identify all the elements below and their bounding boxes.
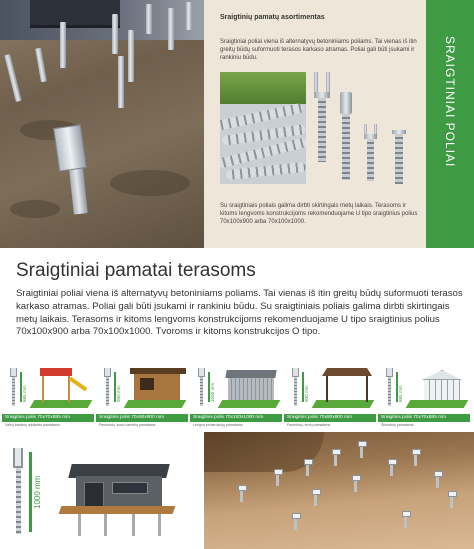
product-card[interactable] — [190, 364, 282, 430]
pile-stake — [450, 494, 453, 508]
pile-stake — [294, 516, 297, 530]
pergola-roof — [322, 368, 372, 376]
pile-u-cup — [13, 448, 23, 468]
metal-shed-icon — [228, 378, 274, 400]
garden-house-window — [140, 378, 154, 390]
cabin-door — [84, 482, 104, 508]
lawn — [124, 400, 187, 408]
product-sublabel: Pavėsinių, sodo namelių pamatams — [99, 423, 156, 427]
deck-post — [158, 514, 161, 536]
product-strip — [0, 364, 474, 430]
piles-stack-photo — [220, 72, 306, 184]
pile-icon — [104, 368, 111, 406]
dimension-line — [29, 452, 32, 532]
pile-stake — [314, 492, 317, 506]
dimension-label: 685 mm — [398, 385, 403, 402]
metal-shed-roof — [225, 370, 276, 378]
assortment-title: Sraigtinių pamatų asortimentas — [220, 14, 325, 21]
screw-pile — [4, 54, 21, 102]
product-label: Sraigtinis polis 70x90x900 mm — [287, 415, 353, 420]
installed-piles-photo — [0, 0, 204, 248]
product-sublabel: Vaikų žaidimų aikštelės pamatams — [5, 423, 60, 427]
assortment-text: Sraigtiniai poliai viena iš alternatyvų betoniniams poliams. Tai vienas iš itin greitų būdų suformuoti terasos karkaso atramas. Poliai gali būti įsukami ir rankiniu būdu. — [220, 39, 417, 61]
product-card[interactable] — [378, 364, 470, 430]
pile-stake — [240, 488, 243, 502]
screw-pile — [128, 30, 134, 82]
product-sublabel: Lengvų konstrukcijų pamatams — [193, 423, 243, 427]
product-label: Sraigtinis polis 70x70x685 mm — [5, 415, 71, 420]
page-title: Sraigtiniai pamatai terasoms — [16, 260, 256, 281]
screw-pile — [35, 48, 47, 83]
house-window — [30, 0, 120, 28]
pergola-post — [366, 376, 368, 402]
product-card[interactable] — [284, 364, 376, 430]
top-band — [0, 0, 474, 248]
pile-stake — [390, 462, 393, 476]
pile-stake — [360, 444, 363, 458]
dimension-label: 1000 mm — [33, 475, 42, 509]
greenhouse-roof — [422, 370, 462, 380]
pile-stake — [276, 472, 279, 486]
pile-stake — [404, 514, 407, 528]
assortment-panel — [204, 0, 426, 248]
product-card[interactable] — [96, 364, 188, 430]
playground-slide — [69, 377, 88, 392]
assortment-text-recommendation: Su sraigtiniais poliais galima dirbti skirtingais metų laikais. Terasoms ir kitoms lengvoms konstrukcijoms rekomenduojame U tipo sraigtinius polius 70x100x900 arba 70x100x1000. — [220, 203, 418, 225]
pile-rod — [16, 468, 21, 534]
screw-pile — [186, 2, 192, 30]
lawn — [406, 400, 469, 408]
dimension-label: 1000 mm — [210, 382, 215, 402]
screw-stack — [226, 162, 306, 180]
dimension-label: 900 mm — [116, 385, 121, 402]
pile-icon — [292, 368, 299, 406]
soil-patch — [10, 200, 60, 218]
product-label: Sraigtinis polis 70x90x900 mm — [99, 415, 165, 420]
deck-post — [78, 514, 81, 536]
playground-roof — [40, 368, 72, 376]
screw-pile — [60, 22, 66, 68]
foundation-site-photo — [204, 432, 474, 549]
pile-stake — [334, 452, 337, 466]
product-card[interactable] — [2, 364, 94, 430]
pile-stake — [436, 474, 439, 488]
pile-stake — [306, 462, 309, 476]
product-sublabel: Pavėsinių, tentų pamatams — [287, 423, 331, 427]
pile-icon — [10, 368, 17, 406]
product-label: Sraigtinis polis 70x70x685 mm — [381, 415, 447, 420]
dimension-label: 900 mm — [304, 385, 309, 402]
cabin-window — [112, 482, 148, 494]
deck-post — [132, 514, 135, 536]
screw-pile — [168, 8, 174, 50]
grass — [220, 72, 306, 104]
pile-u-bracket — [53, 124, 87, 171]
pergola-post — [326, 376, 328, 402]
intro-paragraph: Sraigtiniai poliai viena iš alternatyvų betoniniams poliams. Tai vienas iš itin greitų būdų suformuoti terasos karkaso atramas. Poliai gali būti įsukami ir rankiniu būdu. Su sraigtiniais poliais galima dirbti skirtingais metų laikais. Terasoms ir kitoms lengvoms konstrukcijoms rekomenduojame U tipo sraigtinius polius 70x100x900 arba 70x100x1000. Tvoroms ir kitoms konstrukcijos O tipo. — [16, 288, 463, 338]
vertical-title — [439, 36, 461, 216]
dimension-label: 685 mm — [22, 385, 27, 402]
greenhouse-icon — [424, 380, 460, 400]
vertical-title-text: SRAIGTINIAI POLIAI — [443, 36, 457, 168]
screw-pile — [112, 14, 118, 54]
lawn — [218, 400, 281, 408]
terrace-deck — [59, 506, 176, 514]
product-label: Sraigtinis polis 70x100x1000 mm — [193, 415, 264, 420]
pile-stake — [414, 452, 417, 466]
screw-pile — [146, 4, 152, 34]
pile-stake — [354, 478, 357, 492]
playground-icon — [42, 372, 70, 402]
deck-post — [104, 514, 107, 536]
screw-pile — [118, 56, 124, 108]
soil-patch — [110, 170, 190, 196]
pile-icon — [198, 368, 205, 406]
product-sublabel: Šiltnamių pamatams — [381, 423, 414, 427]
lawn — [312, 400, 375, 408]
pile-icon — [386, 368, 393, 406]
